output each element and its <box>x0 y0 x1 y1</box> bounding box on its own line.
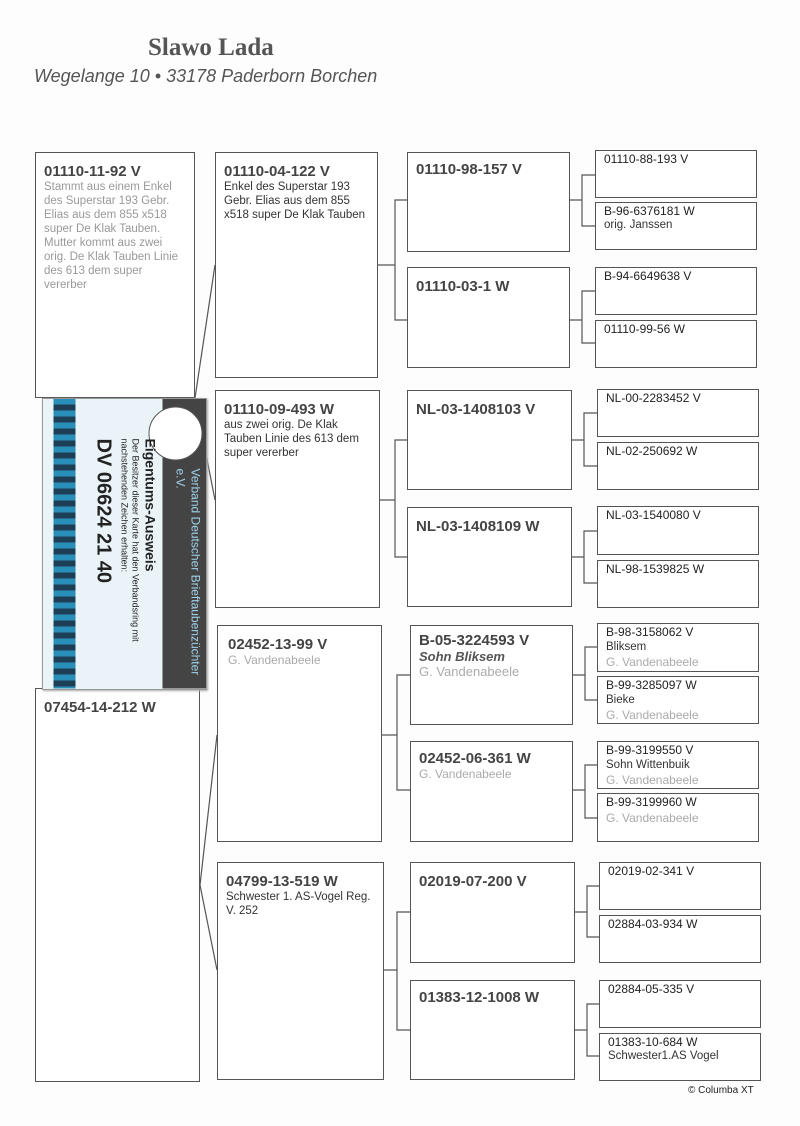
ring-number: 01110-88-193 V <box>604 152 689 166</box>
gen4-box <box>595 267 757 315</box>
owner-address: Wegelange 10 • 33178 Paderborn Borchen <box>34 66 378 86</box>
breeder: G. Vandenabeele <box>606 811 699 825</box>
ring-number: NL-02-250692 W <box>606 444 698 458</box>
gen3-box <box>407 152 570 252</box>
pigeon-note: Schwester1.AS Vogel <box>608 1050 719 1062</box>
ring-number: NL-00-2283452 V <box>606 391 701 405</box>
ring-number: 01383-10-684 W <box>608 1035 698 1049</box>
ring-number: 02884-05-335 V <box>608 982 695 996</box>
ring-number: 01110-04-122 V <box>224 163 330 180</box>
ring-number: 04799-13-519 W <box>226 873 338 890</box>
gen4-box <box>599 915 761 963</box>
gen3-box <box>410 741 573 842</box>
gen4-box <box>597 741 759 789</box>
gen3-box <box>410 980 575 1080</box>
ring-number: 02884-03-934 W <box>608 917 698 931</box>
card-pattern-stripe <box>54 399 76 689</box>
gen3-box <box>407 267 570 368</box>
gen3-box <box>407 390 572 490</box>
gen4-box <box>597 389 759 437</box>
software-credit: © Columba XT <box>688 1085 754 1096</box>
pigeon-note: Bieke <box>606 694 635 706</box>
ring-number: B-99-3285097 W <box>606 678 697 692</box>
ring-number: 01110-98-157 V <box>416 161 522 178</box>
ring-number: 01110-99-56 W <box>604 322 685 336</box>
grandsire-maternal-box <box>217 625 382 842</box>
sire-box <box>35 152 195 398</box>
gen3-box <box>407 507 572 607</box>
ring-number: B-99-3199960 W <box>606 795 697 809</box>
gen4-box <box>599 1033 761 1081</box>
pigeon-note: Stammt aus einem Enkel des Superstar 193 Gebr. Elias aus dem 855 x518 super De Klak Tauben. Mutter kommt aus zwei orig. De Klak Tauben Linie des 613 dem super vererber <box>44 181 179 291</box>
breeder: G. Vandenabeele <box>606 773 699 787</box>
gen4-box <box>597 442 759 490</box>
breeder: G. Vandenabeele <box>606 655 699 669</box>
ring-number: 01383-12-1008 W <box>419 989 540 1006</box>
gen4-box <box>599 980 761 1028</box>
gen4-box <box>597 506 759 555</box>
ring-number: 02452-06-361 W <box>419 750 531 767</box>
ownership-card <box>42 398 207 690</box>
gen4-box <box>599 862 761 910</box>
pigeon-note: aus zwei orig. De Klak Tauben Linie des 613 dem super vererber <box>224 419 359 459</box>
gen3-box <box>410 625 573 725</box>
ring-number: B-94-6649638 V <box>604 269 692 283</box>
pigeon-note: Schwester 1. AS-Vogel Reg. V. 252 <box>226 891 371 917</box>
ring-number: 01110-11-92 V <box>44 163 141 180</box>
breeder: G. Vandenabeele <box>606 708 699 722</box>
ring-number: NL-03-1408109 W <box>416 518 540 535</box>
pigeon-name: Sohn Bliksem <box>419 649 505 664</box>
ring-number: 02452-13-99 V <box>228 636 328 653</box>
breeder: G. Vandenabeele <box>419 664 520 679</box>
gen4-box <box>597 676 759 724</box>
gen4-box <box>597 793 759 842</box>
ring-number: B-05-3224593 V <box>419 632 530 649</box>
ring-number: 02019-02-341 V <box>608 864 695 878</box>
grandsire-paternal-box <box>215 152 378 378</box>
ring-number: NL-98-1539825 W <box>606 562 705 576</box>
breeder: G. Vandenabeele <box>419 767 512 781</box>
gen3-box <box>410 862 575 963</box>
ring-number: B-98-3158062 V <box>606 625 694 639</box>
card-number: DV 06624 21 40 <box>92 438 115 584</box>
ring-number: B-96-6376181 W <box>604 204 695 218</box>
granddam-paternal-box <box>215 390 380 608</box>
ring-number: 02019-07-200 V <box>419 873 527 890</box>
ring-number: NL-03-1540080 V <box>606 508 701 522</box>
pigeon-note: Sohn Wittenbuik <box>606 759 690 771</box>
gen4-box <box>595 320 757 368</box>
ring-number: 07454-14-212 W <box>44 699 156 716</box>
ring-number: NL-03-1408103 V <box>416 401 536 418</box>
ring-number: B-99-3199550 V <box>606 743 694 757</box>
breeder: G. Vandenabeele <box>228 653 321 667</box>
card-text: Der Besitzer dieser Karte hat den Verbandsring mit nachstehenden Zeichen erhalten: <box>119 438 141 642</box>
card-title: Eigentums-Ausweis <box>142 438 159 572</box>
dam-box <box>35 688 200 1082</box>
granddam-maternal-box <box>217 862 384 1080</box>
pigeon-note: orig. Janssen <box>604 219 673 231</box>
card-org: Verband Deutscher Brieftaubenzüchter e.V. <box>163 399 207 689</box>
gen4-box <box>595 202 757 250</box>
ring-number: 01110-09-493 W <box>224 401 335 418</box>
gen4-box <box>595 150 757 198</box>
ring-number: 01110-03-1 W <box>416 278 510 295</box>
owner-name: Slawo Lada <box>148 34 274 61</box>
gen4-box <box>597 560 759 608</box>
pigeon-note: Enkel des Superstar 193 Gebr. Elias aus dem 855 x518 super De Klak Tauben <box>224 181 366 221</box>
pigeon-note: Bliksem <box>606 641 647 653</box>
gen4-box <box>597 623 759 672</box>
